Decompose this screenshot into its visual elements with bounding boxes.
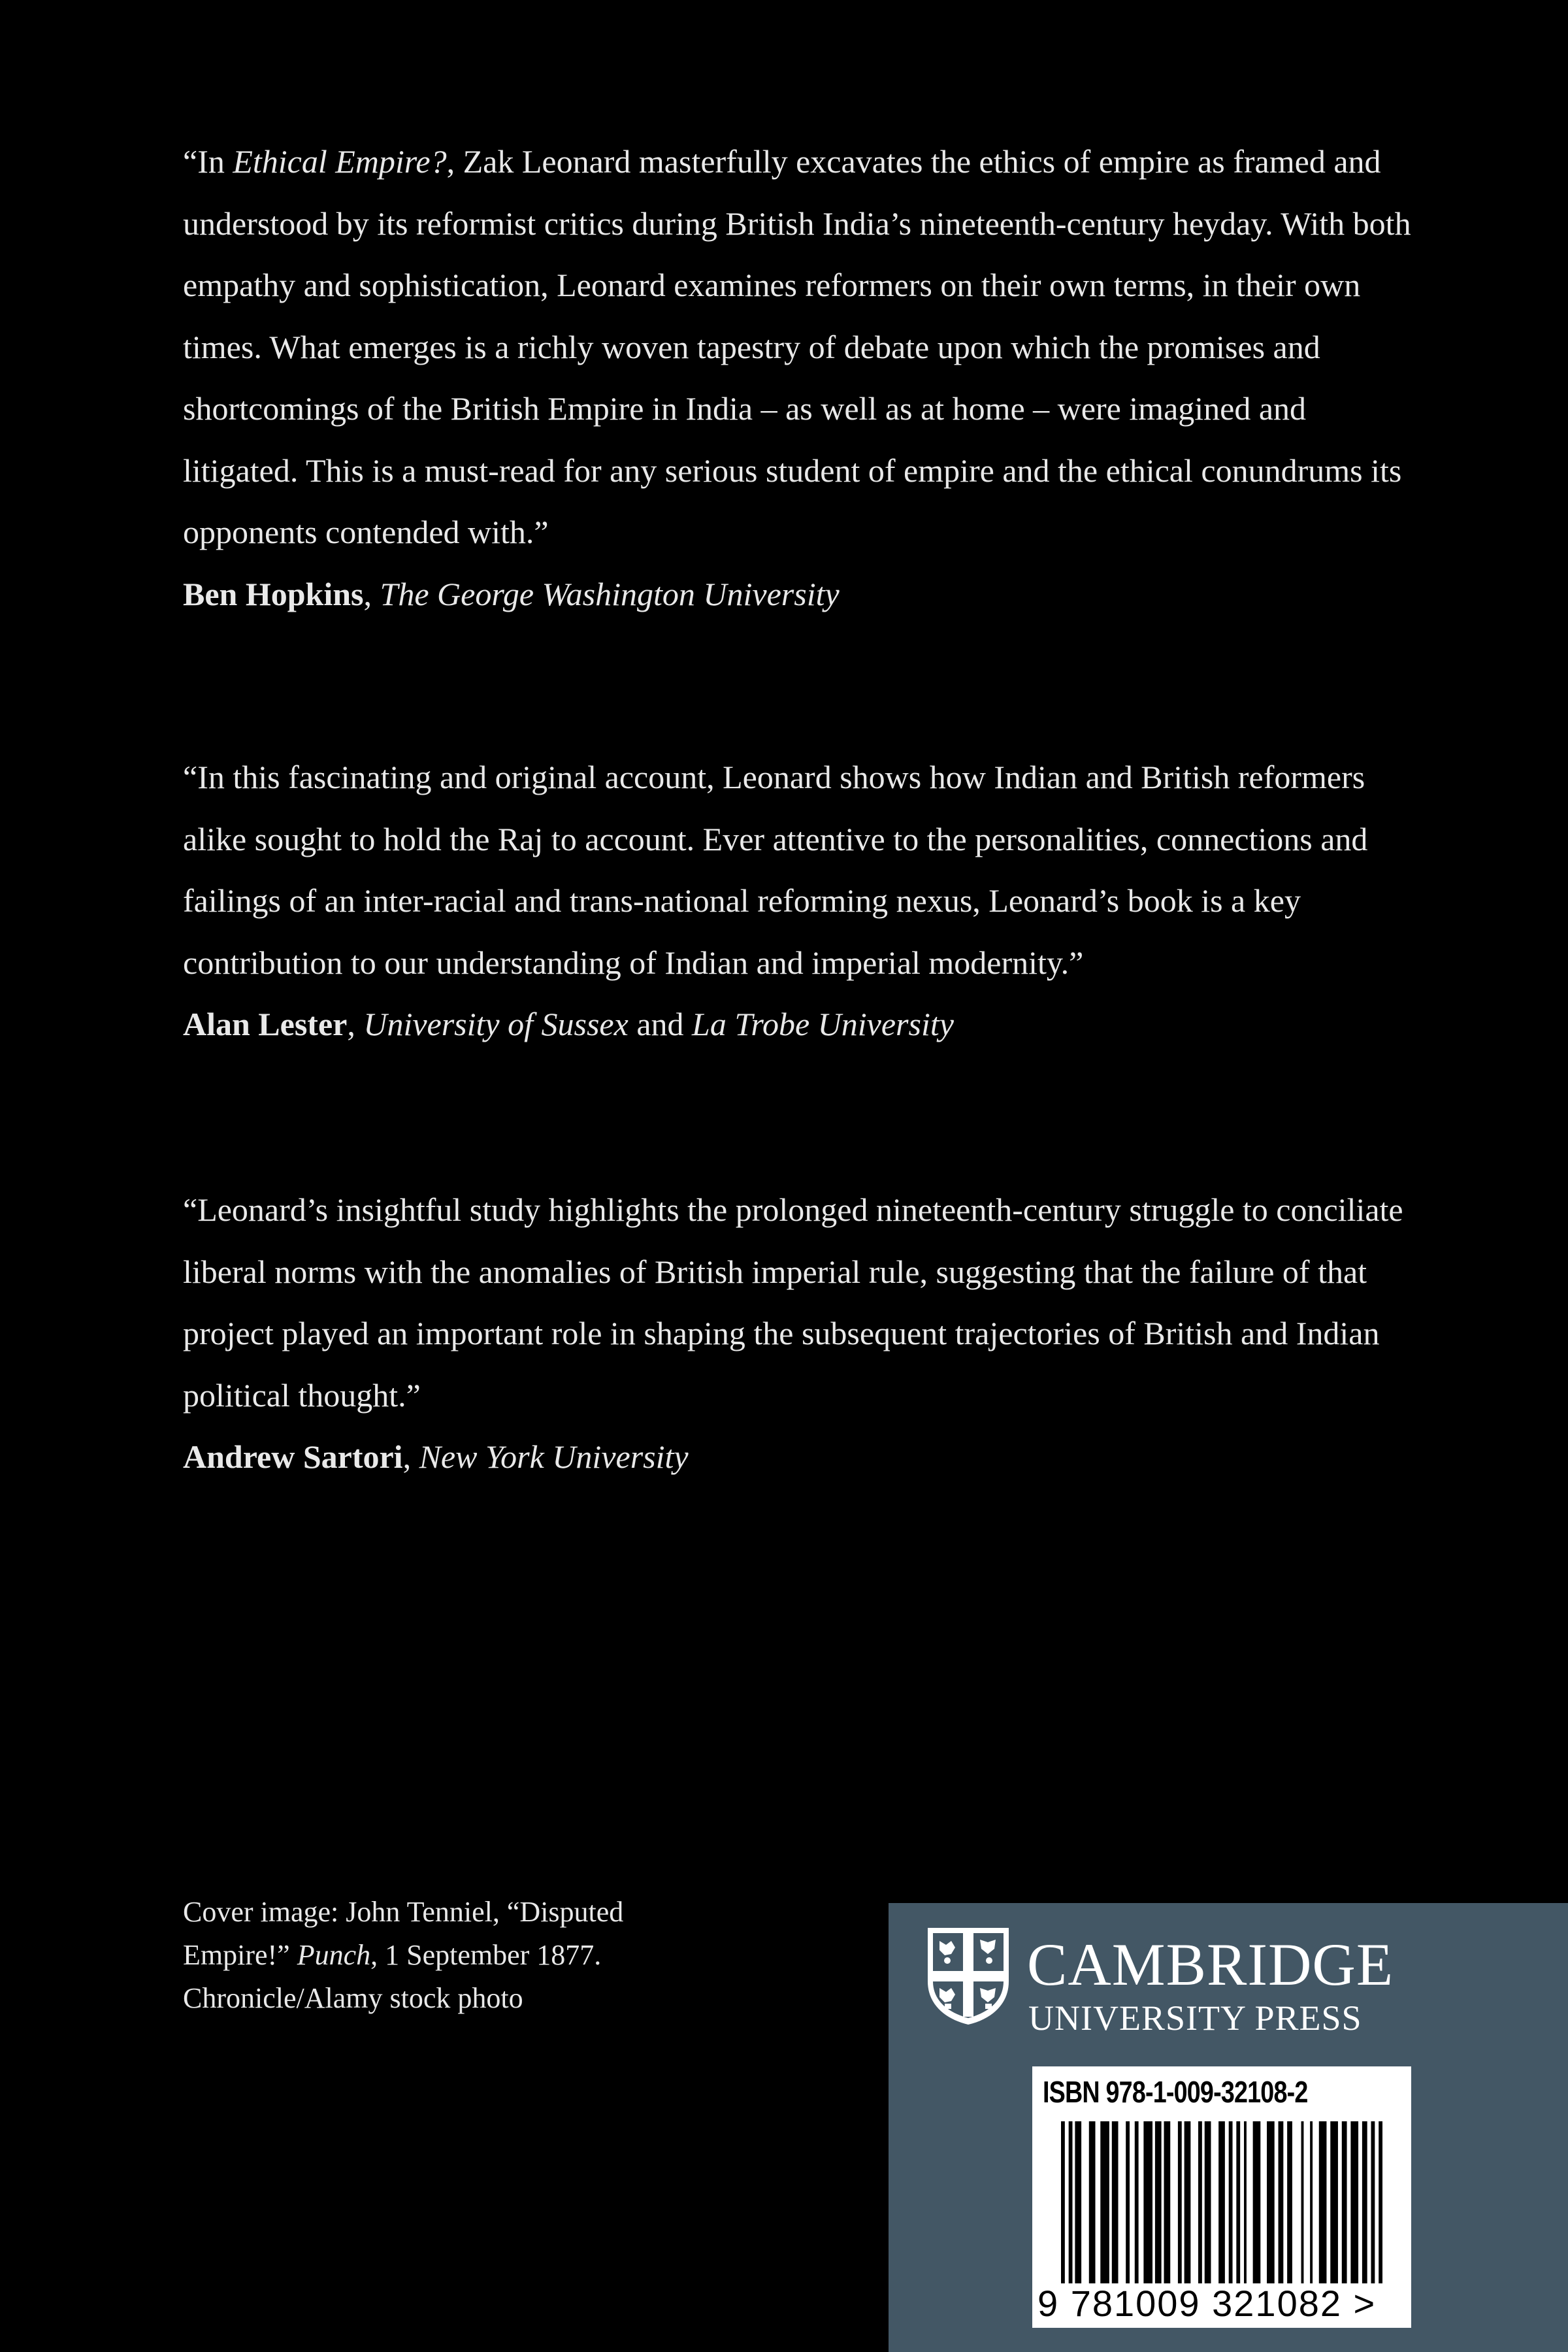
barcode-bar	[1178, 2121, 1182, 2283]
review-1-affiliation: The George Washington University	[380, 575, 840, 612]
review-2-quote: “In this fascinating and original account, Leonard shows how Indian and British reformers alike sought to hold the Raj to account. Ever attentive to the personalities, connections and failings of an inter-racial and trans-national reforming nexus, Leonard’s book is a key contribution to our understanding of Indian and imperial modernity.”	[183, 759, 1368, 981]
barcode-bar	[1112, 2121, 1119, 2283]
publisher-panel	[889, 1903, 1568, 2352]
barcode-bar	[1143, 2121, 1152, 2283]
review-3-attribution: Andrew Sartori, New York University	[183, 1438, 689, 1475]
review-3-affiliation: New York University	[419, 1438, 689, 1475]
barcode-bar	[1126, 2121, 1130, 2283]
barcode-bar	[1267, 2121, 1275, 2283]
review-2-affiliation-1: University of Sussex	[363, 1006, 629, 1042]
barcode-bar	[1205, 2121, 1211, 2283]
review-1-quote-open: “In	[183, 143, 233, 180]
review-1-reviewer: Ben Hopkins	[183, 575, 364, 612]
credit-line-1: Cover image: John Tenniel, “Disputed	[183, 1896, 624, 1928]
review-2-attribution: Alan Lester, University of Sussex and La Trobe University	[183, 1006, 954, 1042]
barcode-bar	[1069, 2121, 1073, 2283]
review-1-quote	[183, 131, 1411, 563]
barcode-bar	[1301, 2121, 1304, 2283]
barcode-bar	[1350, 2121, 1358, 2283]
review-2-reviewer: Alan Lester	[183, 1006, 348, 1042]
review-2-affiliation-2: La Trobe University	[692, 1006, 954, 1042]
barcode-bar	[1075, 2121, 1081, 2283]
credit-line-2c: , 1 September 1877.	[370, 1939, 602, 1971]
barcode-bars	[1058, 2121, 1385, 2283]
barcode-bar	[1164, 2121, 1171, 2283]
barcode-bar	[1061, 2121, 1065, 2283]
barcode-bar	[1342, 2121, 1347, 2283]
barcode-bar	[1362, 2121, 1367, 2283]
barcode-bar	[1218, 2121, 1225, 2283]
barcode-bar	[1198, 2121, 1202, 2283]
publisher-subname: UNIVERSITY PRESS	[1028, 1998, 1362, 2038]
review-1-book-title: Ethical Empire?	[233, 143, 447, 180]
barcode-bar	[1135, 2121, 1139, 2283]
review-1-attribution: Ben Hopkins, The George Washington University	[183, 575, 840, 612]
isbn-label: ISBN 978-1-009-32108-2	[1043, 2075, 1308, 2109]
university-shield-icon	[925, 1925, 1011, 2027]
publisher-name: CAMBRIDGE	[1027, 1931, 1394, 1998]
review-1-quote-rest: , Zak Leonard masterfully excavates the ethics of empire as framed and understood by its reformist critics during British India’s nineteenth-century heyday. With both empathy and sophistication, Leonard examines reformers on their own terms, in their own times. What emerges is a richly woven tapestry of debate upon which the promises and shortcomings of the British Empire in India – as well as at home – were imagined and litigated. This is a must-read for any serious student of empire and the ethical conundrums its opponents contended with.”	[183, 143, 1411, 550]
review-3	[183, 1179, 1411, 1488]
review-3-reviewer: Andrew Sartori	[183, 1438, 403, 1475]
credit-publication: Punch	[297, 1939, 371, 1971]
review-2-conjunction: and	[628, 1006, 693, 1042]
barcode-bar	[1244, 2121, 1247, 2283]
credit-line-2a: Empire!”	[183, 1939, 297, 1971]
barcode-bar	[1330, 2121, 1338, 2283]
barcode-bar	[1287, 2121, 1292, 2283]
review-3-quote: “Leonard’s insightful study highlights the prolonged nineteenth-century struggle to conciliate liberal norms with the anomalies of British imperial rule, suggesting that the failure of that project played an important role in shaping the subsequent trajectories of British and Indian political thought.”	[183, 1191, 1403, 1414]
credit-line-3: Chronicle/Alamy stock photo	[183, 1982, 523, 2014]
barcode-bar	[1319, 2121, 1327, 2283]
barcode-bar	[1371, 2121, 1375, 2283]
cover-image-credit	[183, 1891, 836, 2020]
barcode-bar	[1229, 2121, 1233, 2283]
barcode-bar	[1089, 2121, 1096, 2283]
review-1	[183, 131, 1411, 625]
barcode-bar	[1279, 2121, 1284, 2283]
barcode-bar	[1379, 2121, 1382, 2283]
barcode-bar	[1100, 2121, 1109, 2283]
barcode-bar	[1236, 2121, 1240, 2283]
barcode-bar	[1184, 2121, 1191, 2283]
isbn-digits: 9 781009 321082 >	[1037, 2283, 1377, 2324]
barcode-bar	[1253, 2121, 1261, 2283]
isbn-barcode	[1032, 2066, 1411, 2328]
barcode-bar	[1155, 2121, 1162, 2283]
review-2	[183, 746, 1411, 1055]
barcode-bar	[1310, 2121, 1313, 2283]
credit-line-2	[183, 1934, 836, 1977]
